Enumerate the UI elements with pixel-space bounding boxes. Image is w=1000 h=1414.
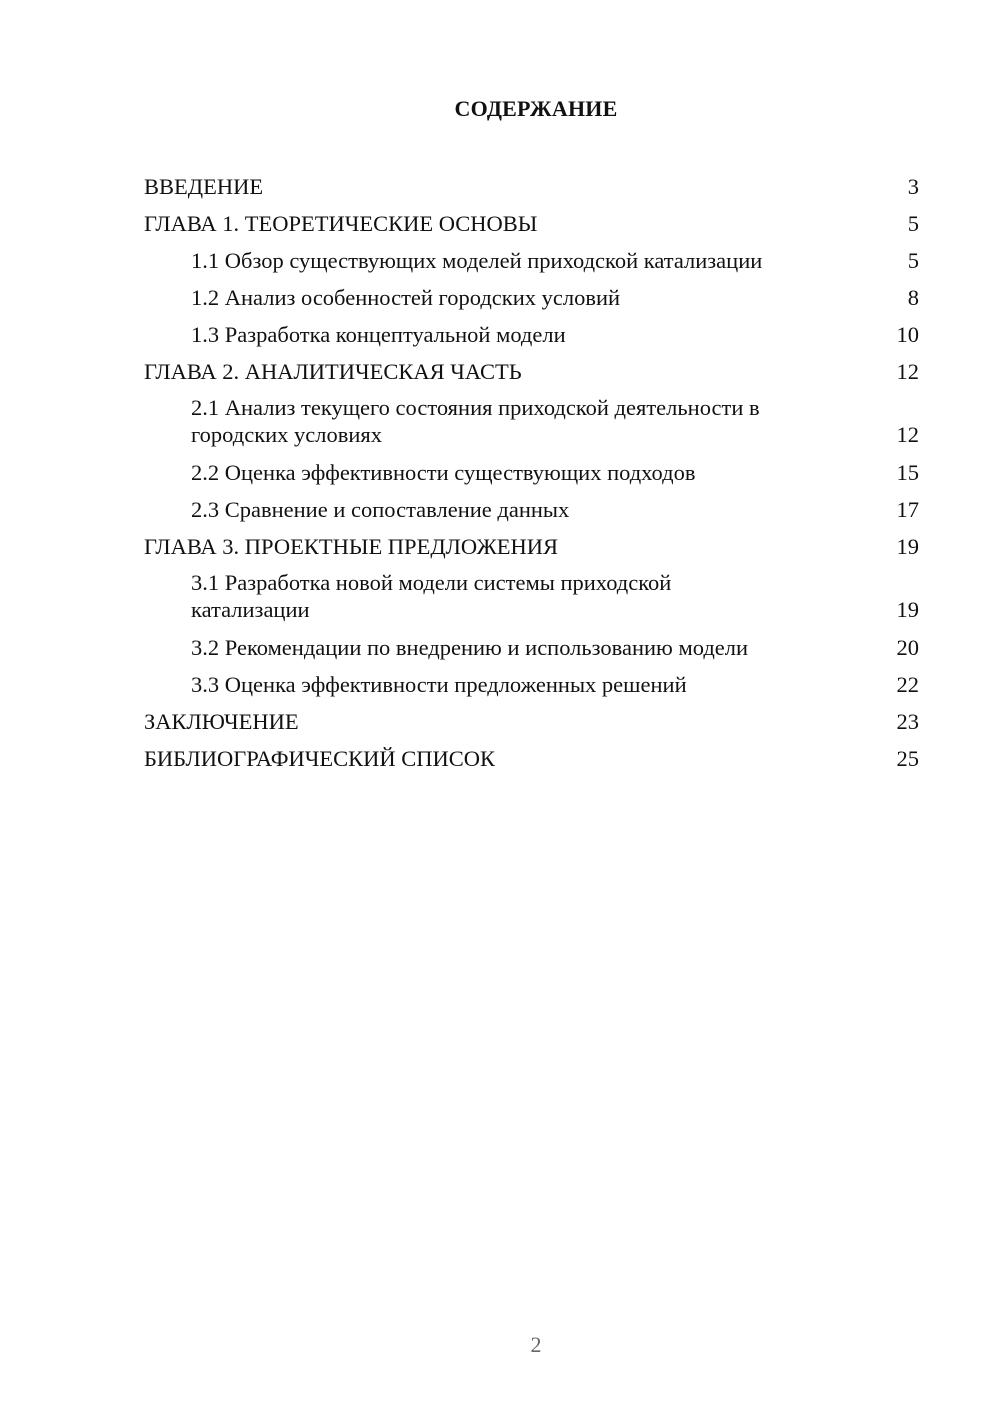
toc-entry-text: ГЛАВА 1. ТЕОРЕТИЧЕСКИЕ ОСНОВЫ: [144, 211, 538, 236]
toc-entry-page: 20: [896, 635, 919, 660]
toc-entry: [144, 390, 919, 454]
toc-entry-page: 12: [896, 422, 919, 447]
toc-entry-page: 25: [896, 746, 919, 771]
toc-entry: [144, 740, 919, 777]
toc-entry-page: 12: [896, 359, 919, 384]
toc-entry-page: 17: [896, 497, 919, 522]
toc-entry-page: 3: [907, 174, 919, 199]
page-number: 2: [530, 1332, 542, 1357]
toc-entry: [144, 168, 919, 205]
toc-entry: [144, 316, 919, 353]
toc-entry-page: 15: [896, 460, 919, 485]
toc-entry-page: 22: [896, 672, 919, 697]
toc-entry: [144, 242, 919, 279]
toc-entry-text: 2.3 Сравнение и сопоставление данных: [191, 497, 570, 522]
toc-entry-page: 23: [896, 709, 919, 734]
toc-entry: [144, 565, 919, 629]
toc-entry: [144, 666, 919, 703]
toc-entry-text: 3.2 Рекомендации по внедрению и использованию модели: [191, 635, 749, 660]
toc-entry: [144, 205, 919, 242]
toc-entry-text: 2.1 Анализ текущего состояния приходской деятельности в городских условиях: [191, 395, 760, 447]
toc-entry-text: 1.1 Обзор существующих моделей приходской катализации: [191, 248, 763, 273]
table-of-contents: [144, 168, 919, 777]
toc-entry-text: 3.1 Разработка новой модели системы приходской катализации: [191, 570, 672, 622]
toc-entry-page: 5: [907, 248, 919, 273]
toc-entry-page: 8: [907, 285, 919, 310]
toc-entry: [144, 353, 919, 390]
toc-entry: [144, 528, 919, 565]
toc-entry-text: 1.2 Анализ особенностей городских условий: [191, 285, 621, 310]
toc-entry: [144, 279, 919, 316]
toc-entry-text: ГЛАВА 3. ПРОЕКТНЫЕ ПРЕДЛОЖЕНИЯ: [144, 534, 559, 559]
toc-entry-text: ВВЕДЕНИЕ: [144, 174, 264, 199]
toc-entry-text: 1.3 Разработка концептуальной модели: [191, 322, 566, 347]
toc-entry-text: БИБЛИОГРАФИЧЕСКИЙ СПИСОК: [144, 746, 496, 771]
toc-entry-page: 19: [896, 534, 919, 559]
toc-title: СОДЕРЖАНИЕ: [454, 96, 618, 121]
toc-entry-page: 10: [896, 322, 919, 347]
toc-entry-page: 19: [896, 597, 919, 622]
toc-entry-text: ГЛАВА 2. АНАЛИТИЧЕСКАЯ ЧАСТЬ: [144, 359, 522, 384]
toc-entry: [144, 454, 919, 491]
toc-entry: [144, 491, 919, 528]
toc-entry-text: 3.3 Оценка эффективности предложенных решений: [191, 672, 687, 697]
toc-entry-page: 5: [907, 211, 919, 236]
toc-entry-text: ЗАКЛЮЧЕНИЕ: [144, 709, 299, 734]
toc-entry: [144, 703, 919, 740]
toc-entry: [144, 629, 919, 666]
toc-entry-text: 2.2 Оценка эффективности существующих подходов: [191, 460, 696, 485]
